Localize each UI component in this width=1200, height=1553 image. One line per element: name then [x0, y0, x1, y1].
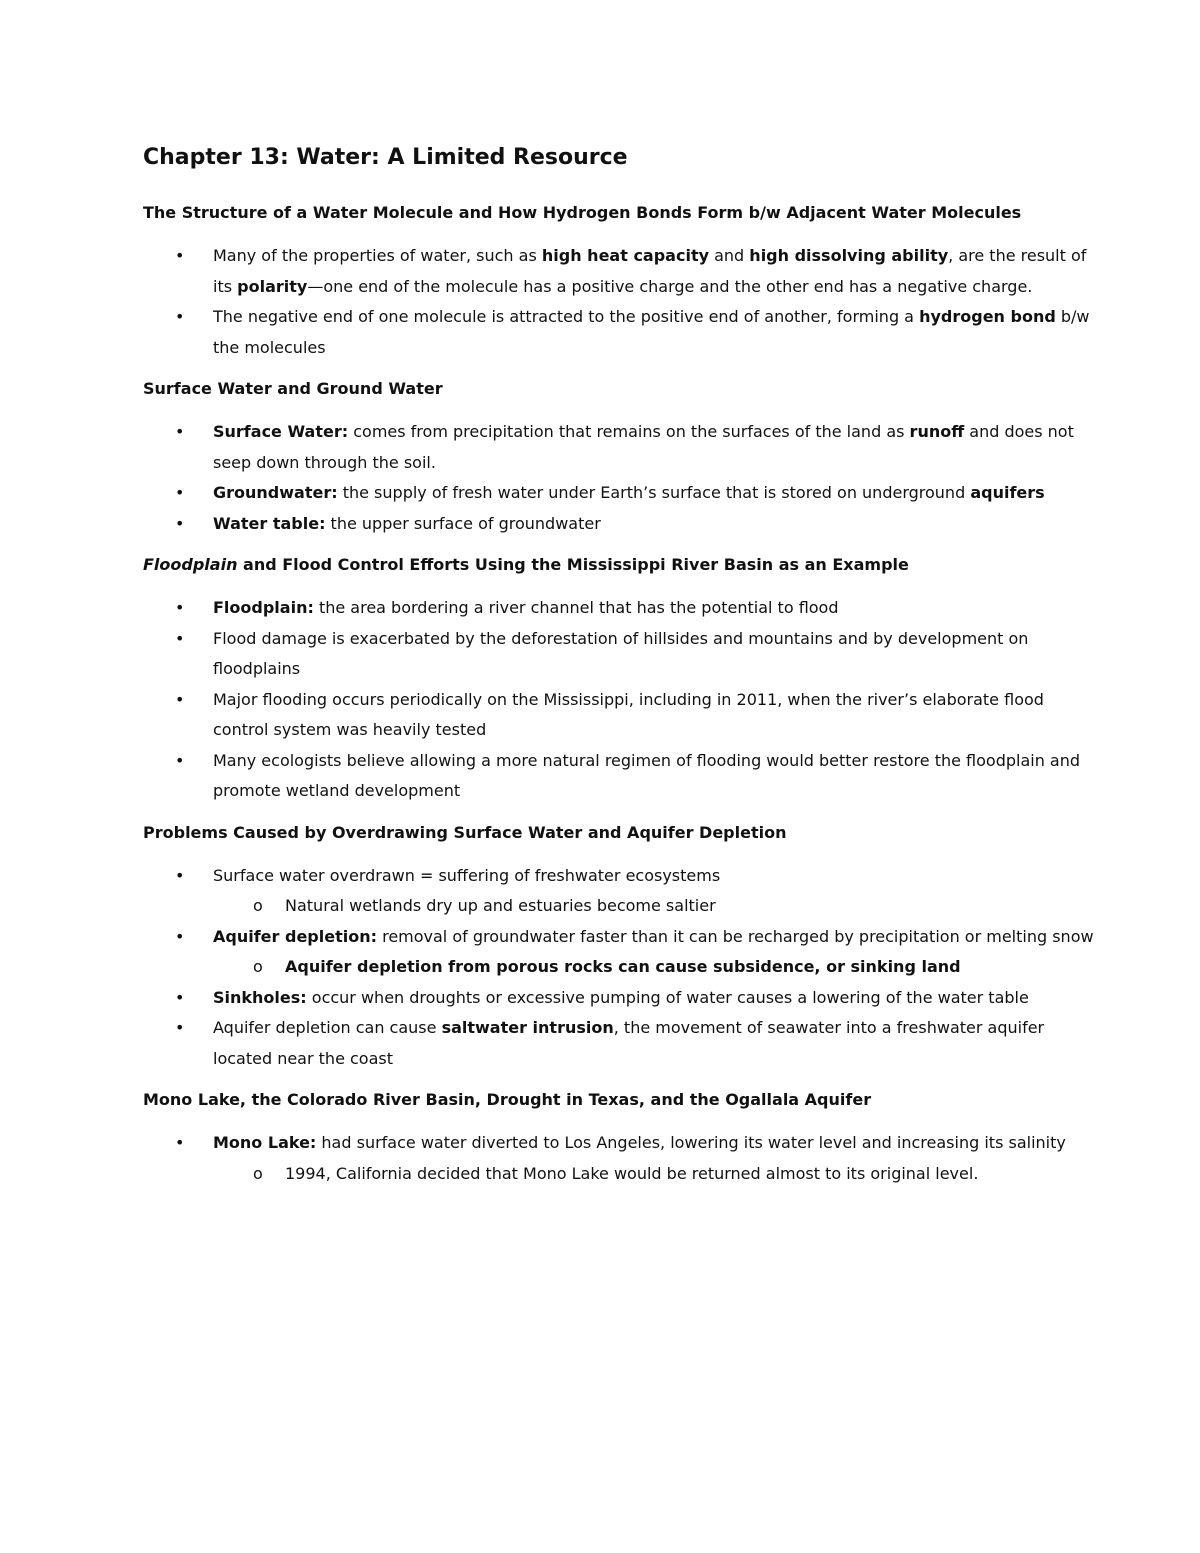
bullet-icon: •: [175, 422, 185, 441]
bullet-icon: •: [175, 750, 185, 770]
text-segment: Sinkholes:: [213, 987, 307, 1007]
text-segment: high dissolving ability: [749, 246, 949, 265]
bullet-icon: •: [175, 926, 185, 946]
text-segment: The negative end of one molecule is attracted to the positive end of another, forming a: [213, 307, 920, 326]
list-item: [143, 922, 1103, 953]
text-segment: , the movement of seawater into a freshwater aquifer located near the coast: [213, 1018, 1045, 1068]
text-segment: —one end of the molecule has a positive charge and the other end has a negative charge.: [307, 276, 1033, 296]
section-heading: The Structure of a Water Molecule and How Hydrogen Bonds Form b/w Adjacent Water Molecules: [143, 203, 1022, 222]
list-item: [143, 685, 1103, 746]
bullet-icon: •: [175, 865, 185, 885]
text-segment: the area bordering a river channel that has the potential to flood: [313, 598, 839, 617]
text-segment: Water table:: [213, 513, 326, 533]
list-item: [143, 593, 1103, 624]
list-item: [143, 1013, 1103, 1074]
text-segment: Natural wetlands dry up and estuaries become saltier: [285, 896, 716, 915]
text-segment: Aquifer depletion can cause: [213, 1018, 442, 1037]
text-segment: Many of the properties of water, such as: [213, 246, 542, 265]
bullet-icon: •: [175, 1133, 185, 1152]
circle-bullet-icon: o: [253, 1163, 263, 1183]
sections-container: [143, 201, 1103, 1189]
section-heading: Surface Water and Ground Water: [143, 379, 443, 398]
text-segment: had surface water diverted to Los Angeles, lowering its water level and increasing its salinity: [316, 1133, 1066, 1152]
list-item: [143, 509, 1103, 540]
list-item: [143, 861, 1103, 892]
text-segment: Flood damage is exacerbated by the deforestation of hillsides and mountains and by development on floodplains: [213, 628, 1029, 678]
text-segment: Mono Lake:: [213, 1133, 317, 1152]
list-item: [143, 746, 1103, 807]
text-segment: Many ecologists believe allowing a more natural regimen of flooding would better restore the floodplain and promote wetland development: [213, 750, 1081, 800]
sub-list-item: [143, 1159, 1103, 1190]
text-segment: Groundwater:: [213, 483, 338, 502]
bullet-list: [143, 593, 1103, 807]
text-segment: Major flooding occurs periodically on the Mississippi, including in 2011, when the river’s elaborate flood control system was heavily tested: [213, 689, 1044, 739]
list-item: [143, 241, 1103, 302]
text-segment: 1994, California decided that Mono Lake would be returned almost to its original level.: [285, 1163, 979, 1183]
text-segment: aquifers: [970, 483, 1045, 502]
text-segment: saltwater intrusion: [441, 1018, 614, 1037]
bullet-icon: •: [175, 628, 185, 648]
bullet-icon: •: [175, 513, 185, 533]
bullet-icon: •: [175, 1018, 185, 1037]
bullet-list: [143, 1128, 1103, 1189]
text-segment: comes from precipitation that remains on the surfaces of the land as: [348, 422, 910, 441]
list-item: [143, 983, 1103, 1014]
text-segment: and: [709, 246, 750, 265]
text-segment: Surface Water:: [213, 422, 349, 441]
circle-bullet-icon: o: [253, 896, 263, 915]
circle-bullet-icon: o: [253, 957, 263, 976]
text-segment: and Flood Control Efforts Using the Mississippi River Basin as an Example: [237, 555, 909, 574]
text-segment: , are the result of its: [213, 246, 1087, 296]
list-item: [143, 478, 1103, 509]
bullet-icon: •: [175, 987, 185, 1007]
text-segment: Floodplain:: [213, 598, 314, 617]
sub-list-item: [143, 891, 1103, 922]
bullet-icon: •: [175, 483, 185, 502]
bullet-icon: •: [175, 246, 185, 265]
chapter-title: Chapter 13: Water: A Limited Resource: [143, 145, 628, 170]
bullet-list: [143, 417, 1103, 539]
text-segment: occur when droughts or excessive pumping of water causes a lowering of the water table: [306, 987, 1029, 1007]
bullet-icon: •: [175, 689, 185, 709]
text-segment: the upper surface of groundwater: [325, 513, 601, 533]
text-segment: the supply of fresh water under Earth’s surface that is stored on underground: [337, 483, 971, 502]
list-item: [143, 1128, 1103, 1159]
section-heading: Mono Lake, the Colorado River Basin, Drought in Texas, and the Ogallala Aquifer: [143, 1090, 872, 1109]
text-segment: b/w the molecules: [213, 307, 1090, 357]
bullet-icon: •: [175, 598, 185, 617]
section-heading: Problems Caused by Overdrawing Surface Water and Aquifer Depletion: [143, 822, 787, 842]
text-segment: Aquifer depletion from porous rocks can cause subsidence, or sinking land: [285, 957, 961, 976]
bullet-list: [143, 241, 1103, 363]
text-segment: Aquifer depletion:: [213, 926, 377, 946]
text-segment: and does not seep down through the soil.: [213, 422, 1074, 472]
list-item: [143, 302, 1103, 363]
text-segment: runoff: [909, 422, 965, 441]
text-segment: hydrogen bond: [919, 307, 1056, 326]
document-body: [143, 140, 1103, 1203]
list-item: [143, 624, 1103, 685]
text-segment: removal of groundwater faster than it can be recharged by precipitation or melting snow: [377, 926, 1094, 946]
bullet-icon: •: [175, 307, 185, 326]
text-segment: polarity: [237, 276, 308, 296]
text-segment: Surface water overdrawn = suffering of freshwater ecosystems: [213, 865, 721, 885]
bullet-list: [143, 861, 1103, 1075]
section-heading: [143, 553, 1103, 577]
text-segment: Floodplain: [143, 555, 238, 574]
text-segment: high heat capacity: [541, 246, 710, 265]
sub-list-item: [143, 952, 1103, 983]
list-item: [143, 417, 1103, 478]
